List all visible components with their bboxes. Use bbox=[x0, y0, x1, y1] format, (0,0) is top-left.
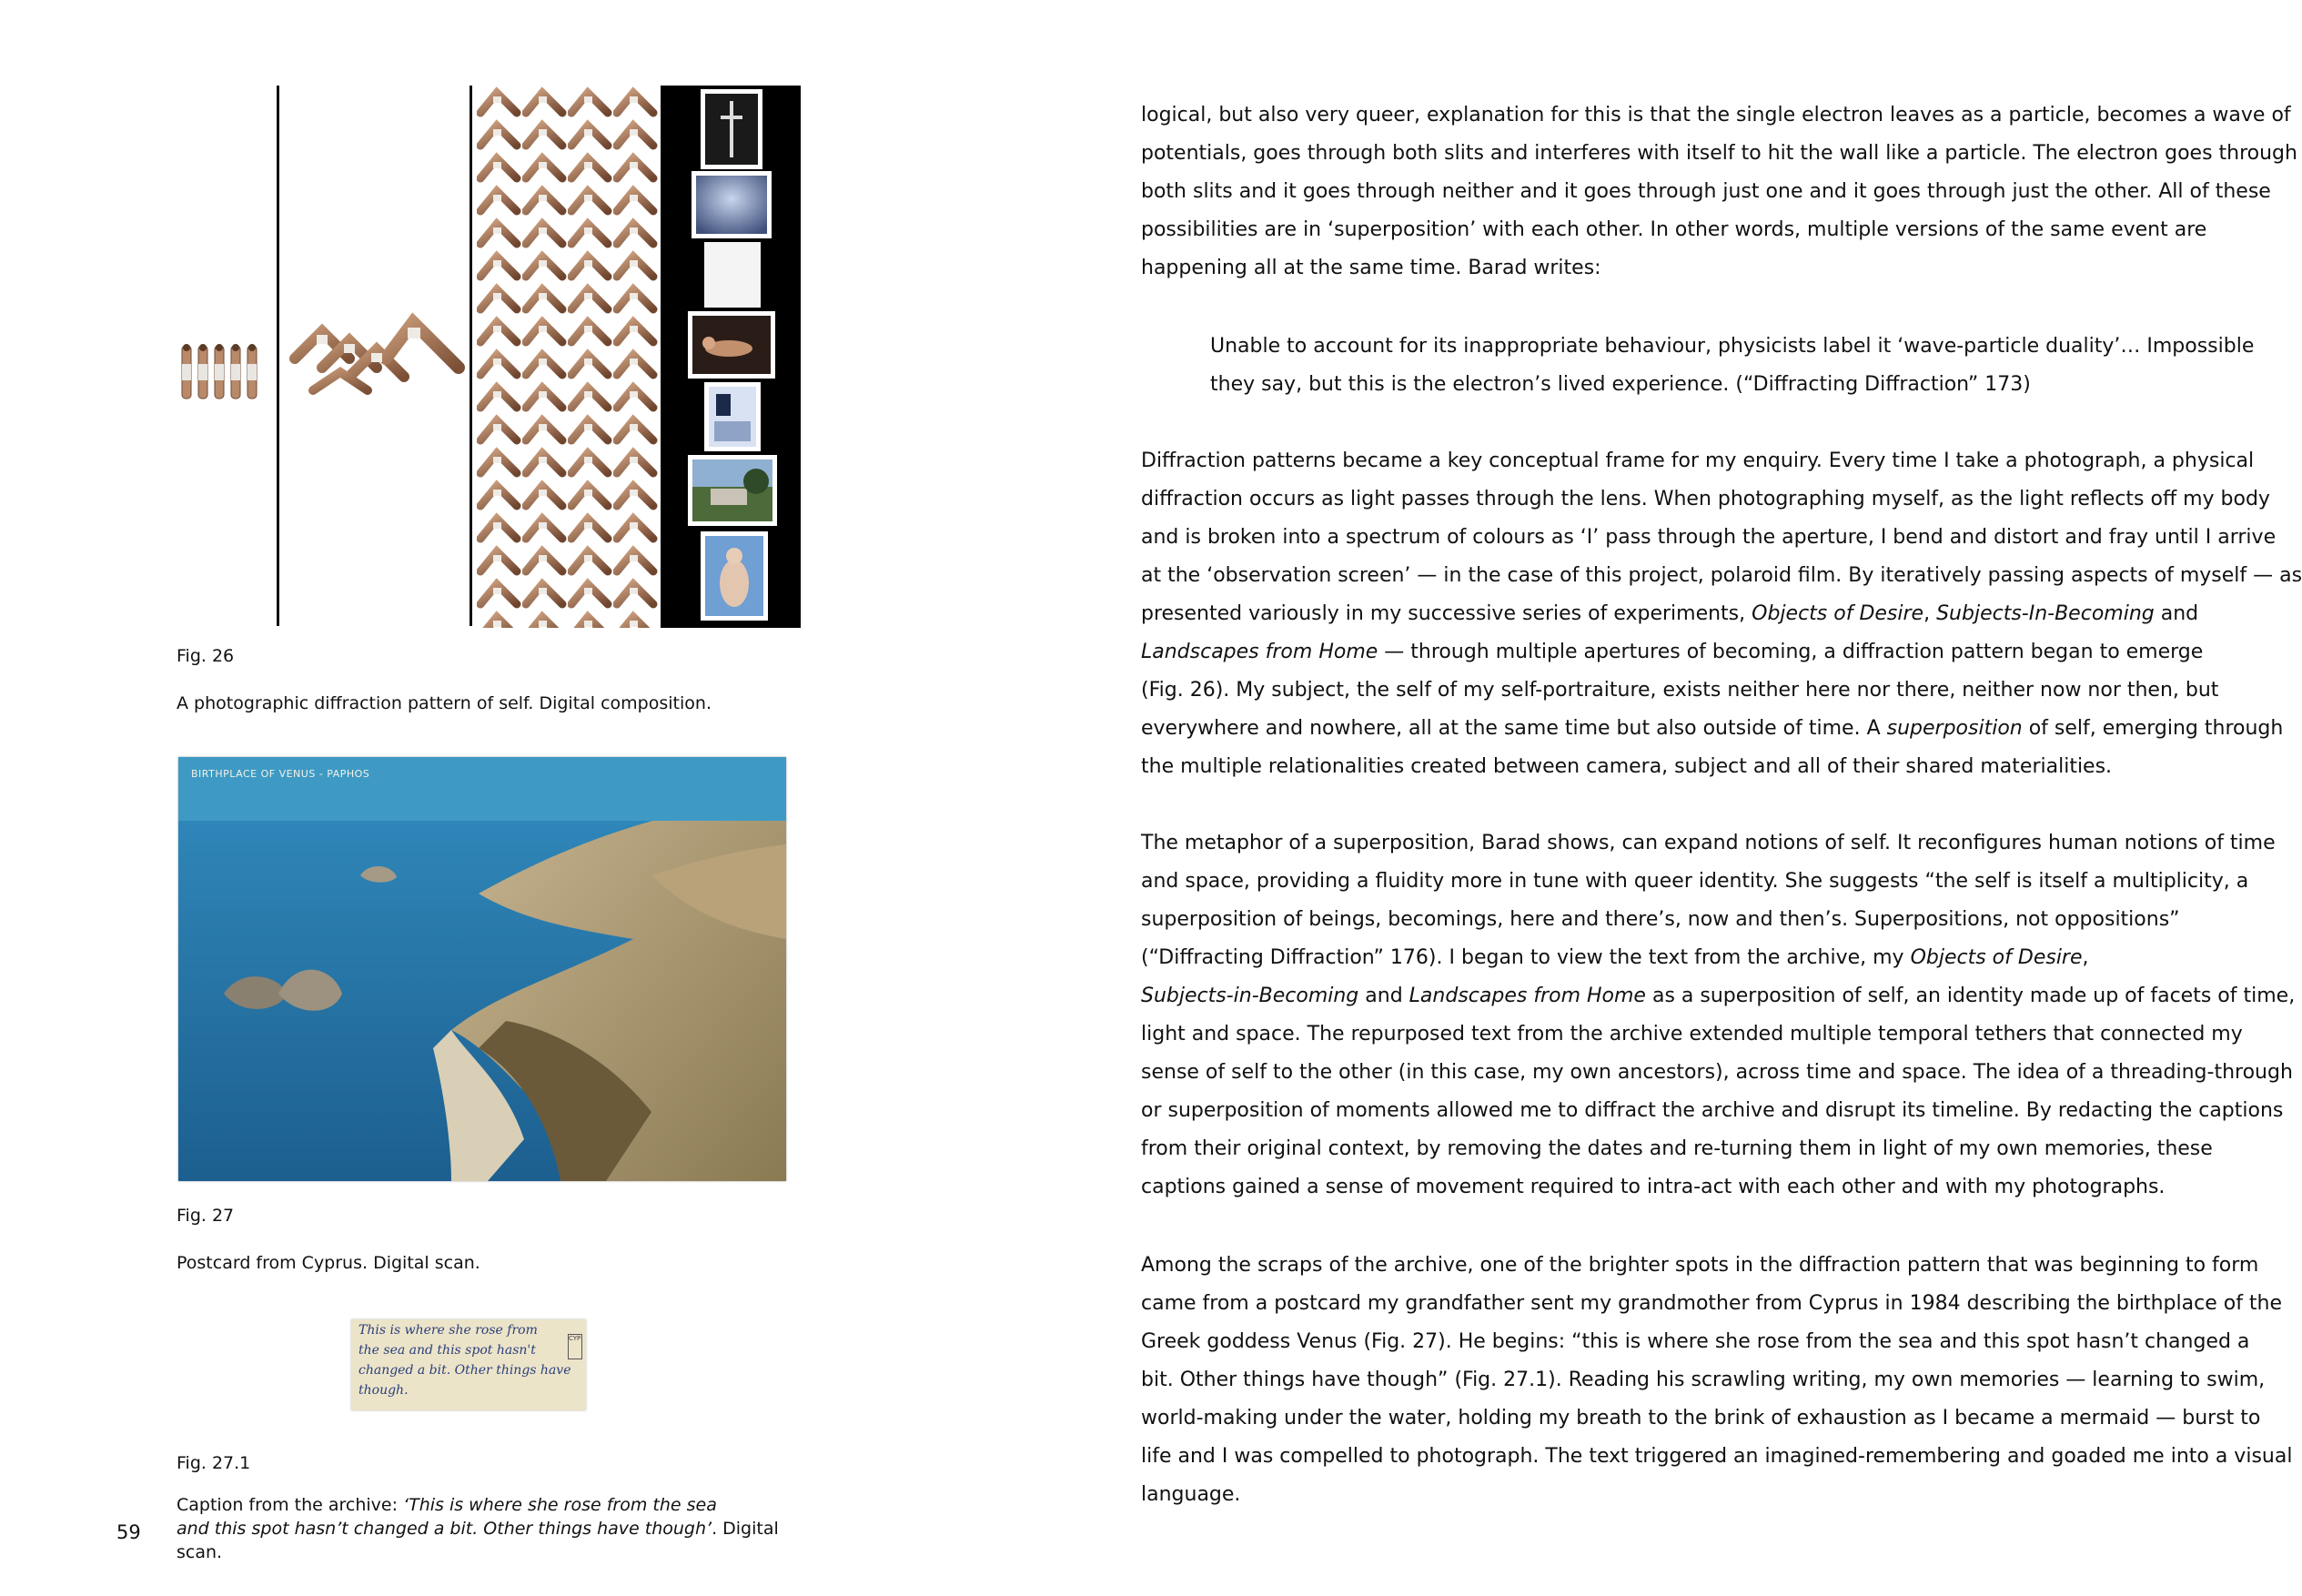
p3-line-9: from their original context, by removing the dates and re-turning them in light of my own memories, these bbox=[1141, 1137, 2213, 1160]
p4-line-4: bit. Other things have though” (Fig. 27.1). Reading his scrawling writing, my own memories — learning to swim, bbox=[1141, 1369, 2266, 1391]
leaning-figures-group bbox=[286, 304, 468, 413]
postcard-title: BIRTHPLACE OF VENUS - PAPHOS bbox=[191, 768, 370, 780]
p2-line-9: the multiple relationalities created between camera, subject and all of their shared materialities. bbox=[1141, 755, 2113, 778]
bathroom-image bbox=[709, 387, 756, 447]
p2-line-4: at the ‘observation screen’ — in the case of this project, polaroid film. By iteratively passing aspects of myself — as bbox=[1141, 564, 2302, 587]
handwritten-note-scan bbox=[351, 1319, 586, 1410]
paragraph-3 bbox=[1141, 824, 2296, 1207]
caption-quote-line-2: and this spot hasn’t changed a bit. Other things have though’ bbox=[177, 1519, 712, 1539]
coastline-scene bbox=[178, 757, 786, 1181]
p3-line-1: The metaphor of a superposition, Barad shows, can expand notions of self. It reconfigures human notions of time bbox=[1141, 832, 2276, 854]
blue-figure-image bbox=[705, 536, 763, 616]
block-quote bbox=[1210, 328, 2255, 404]
note-line-4: though. bbox=[358, 1383, 409, 1398]
p4-line-1: Among the scraps of the archive, one of the brighter spots in the diffraction pattern that was beginning to form bbox=[1141, 1254, 2259, 1277]
fig-27-1-caption bbox=[177, 1493, 813, 1564]
caption-quote-line-1: ‘This is where she rose from the sea bbox=[403, 1495, 717, 1515]
standing-figures-image bbox=[178, 340, 260, 404]
thumb-blue-figure bbox=[701, 531, 768, 621]
title-landscapes-from-home: Landscapes from Home bbox=[1141, 641, 1378, 663]
fig-27-label: Fig. 27 bbox=[177, 1206, 235, 1226]
leaning-figures-image bbox=[286, 304, 468, 413]
quote-line-2: they say, but this is the electron’s lived experience. (“Diffracting Diffraction” 173) bbox=[1210, 373, 2031, 396]
standing-figures-group bbox=[178, 340, 260, 404]
postcard-image bbox=[178, 757, 786, 1181]
p2-line-6: Landscapes from Home — through multiple apertures of becoming, a diffraction pattern began to emerge bbox=[1141, 641, 2204, 663]
repeated-figures-field bbox=[477, 86, 659, 628]
divider-line-1 bbox=[277, 86, 279, 626]
house-image bbox=[692, 460, 772, 521]
thumb-reclining-figure bbox=[688, 311, 775, 379]
p4-line-2: came from a postcard my grandfather sent my grandmother from Cyprus in 1984 describing the birthplace of the bbox=[1141, 1292, 2283, 1315]
stamp-edge: CYP bbox=[568, 1334, 582, 1359]
thumb-crucifix bbox=[701, 89, 762, 169]
paragraph-4 bbox=[1141, 1247, 2293, 1514]
reclining-figure-image bbox=[692, 316, 771, 374]
stormy-sky-image bbox=[696, 176, 767, 234]
title-objects-of-desire-2: Objects of Desire bbox=[1910, 946, 2083, 969]
thumbnail-strip bbox=[661, 86, 801, 628]
p1-line-4: possibilities are in ‘superposition’ with each other. In other words, multiple versions of the same event are bbox=[1141, 218, 2207, 241]
term-superposition: superposition bbox=[1886, 717, 2023, 740]
p2-line-5: presented variously in my successive series of experiments, Objects of Desire, Subjects-In-Becoming and bbox=[1141, 602, 2199, 625]
paragraph-2 bbox=[1141, 442, 2302, 786]
note-line-2: the sea and this spot hasn't bbox=[358, 1343, 536, 1358]
quote-line-1: Unable to account for its inappropriate behaviour, physicists label it ‘wave-particle duality’… Impossible bbox=[1210, 335, 2255, 358]
paragraph-1 bbox=[1141, 96, 2297, 288]
caption-suffix: . Digital scan. bbox=[177, 1519, 779, 1562]
caption-prefix: Caption from the archive: bbox=[177, 1495, 404, 1515]
p3-line-10: captions gained a sense of movement required to intra-act with each other and with my photographs. bbox=[1141, 1176, 2166, 1198]
p3-line-8: or superposition of moments allowed me to diffract the archive and disrupt its timeline. By redacting the captions bbox=[1141, 1099, 2284, 1122]
fig-26-label: Fig. 26 bbox=[177, 646, 235, 666]
p3-line-5: Subjects-in-Becoming and Landscapes from Home as a superposition of self, an identity made up of facets of time, bbox=[1141, 985, 2296, 1007]
p1-line-2: potentials, goes through both slits and interferes with itself to hit the wall like a particle. The electron goes through bbox=[1141, 142, 2297, 165]
title-subjects-in-becoming: Subjects-In-Becoming bbox=[1936, 602, 2155, 625]
fig-27-caption: Postcard from Cyprus. Digital scan. bbox=[177, 1253, 480, 1273]
p2-line-8: everywhere and nowhere, all at the same time but also outside of time. A superposition of self, emerging through bbox=[1141, 717, 2284, 740]
p2-line-1: Diffraction patterns became a key conceptual frame for my enquiry. Every time I take a photograph, a physical bbox=[1141, 450, 2255, 472]
p4-line-6: life and I was compelled to photograph. The text triggered an imagined-remembering and goaded me into a visual bbox=[1141, 1445, 2293, 1468]
thumb-house bbox=[688, 455, 777, 526]
title-subjects-in-becoming-2: Subjects-in-Becoming bbox=[1141, 985, 1359, 1007]
p3-line-2: and space, providing a fluidity more in tune with queer identity. She suggests “the self is itself a multiplicity, a bbox=[1141, 870, 2249, 893]
p1-line-1: logical, but also very queer, explanation for this is that the single electron leaves as a particle, becomes a wave of bbox=[1141, 104, 2291, 126]
repeated-figures-image bbox=[477, 86, 659, 628]
p3-line-3: superposition of beings, becomings, here and there’s, now and then’s. Superpositions, not oppositions” bbox=[1141, 908, 2180, 931]
p2-line-2: diffraction occurs as light passes through the lens. When photographing myself, as the light reflects off my body bbox=[1141, 488, 2270, 510]
thumb-stormy-sky bbox=[692, 171, 772, 238]
note-line-1: This is where she rose from bbox=[358, 1323, 538, 1338]
p4-line-3: Greek goddess Venus (Fig. 27). He begins: “this is where she rose from the sea and this spot hasn’t changed a bbox=[1141, 1330, 2250, 1353]
title-landscapes-from-home-2: Landscapes from Home bbox=[1408, 985, 1646, 1007]
thumb-white-page bbox=[704, 242, 761, 308]
p1-line-5: happening all at the same time. Barad writes: bbox=[1141, 257, 1601, 279]
p4-line-5: world-making under the water, holding my breath to the brink of exhaustion as I became a mermaid — burst to bbox=[1141, 1407, 2261, 1429]
divider-line-2 bbox=[469, 86, 472, 626]
note-line-3: changed a bit. Other things have bbox=[358, 1363, 571, 1378]
p3-line-7: sense of self to the other (in this case, my own ancestors), across time and space. The idea of a threading-through bbox=[1141, 1061, 2293, 1084]
p2-line-3: and is broken into a spectrum of colours as ‘I’ pass through the aperture, I bend and distort and fray until I arrive bbox=[1141, 526, 2277, 549]
thumb-bathroom bbox=[704, 382, 761, 451]
page-number: 59 bbox=[116, 1521, 141, 1543]
p3-line-6: light and space. The repurposed text from the archive extended multiple temporal tethers that connected my bbox=[1141, 1023, 2243, 1045]
p1-line-3: both slits and it goes through neither and it goes through just one and it goes through just the other. All of these bbox=[1141, 180, 2271, 203]
fig-26-caption: A photographic diffraction pattern of self. Digital composition. bbox=[177, 693, 712, 713]
crucifix-image bbox=[705, 94, 758, 165]
p2-line-7: (Fig. 26). My subject, the self of my self-portraiture, exists neither here nor there, neither now nor then, but bbox=[1141, 679, 2219, 702]
p4-line-7: language. bbox=[1141, 1483, 1241, 1506]
p3-line-4: (“Diffracting Diffraction” 176). I began to view the text from the archive, my Objects of Desire, bbox=[1141, 946, 2089, 969]
figure-26-diffraction-composition bbox=[173, 86, 801, 628]
title-objects-of-desire: Objects of Desire bbox=[1752, 602, 1924, 625]
fig-27-1-label: Fig. 27.1 bbox=[177, 1453, 251, 1473]
